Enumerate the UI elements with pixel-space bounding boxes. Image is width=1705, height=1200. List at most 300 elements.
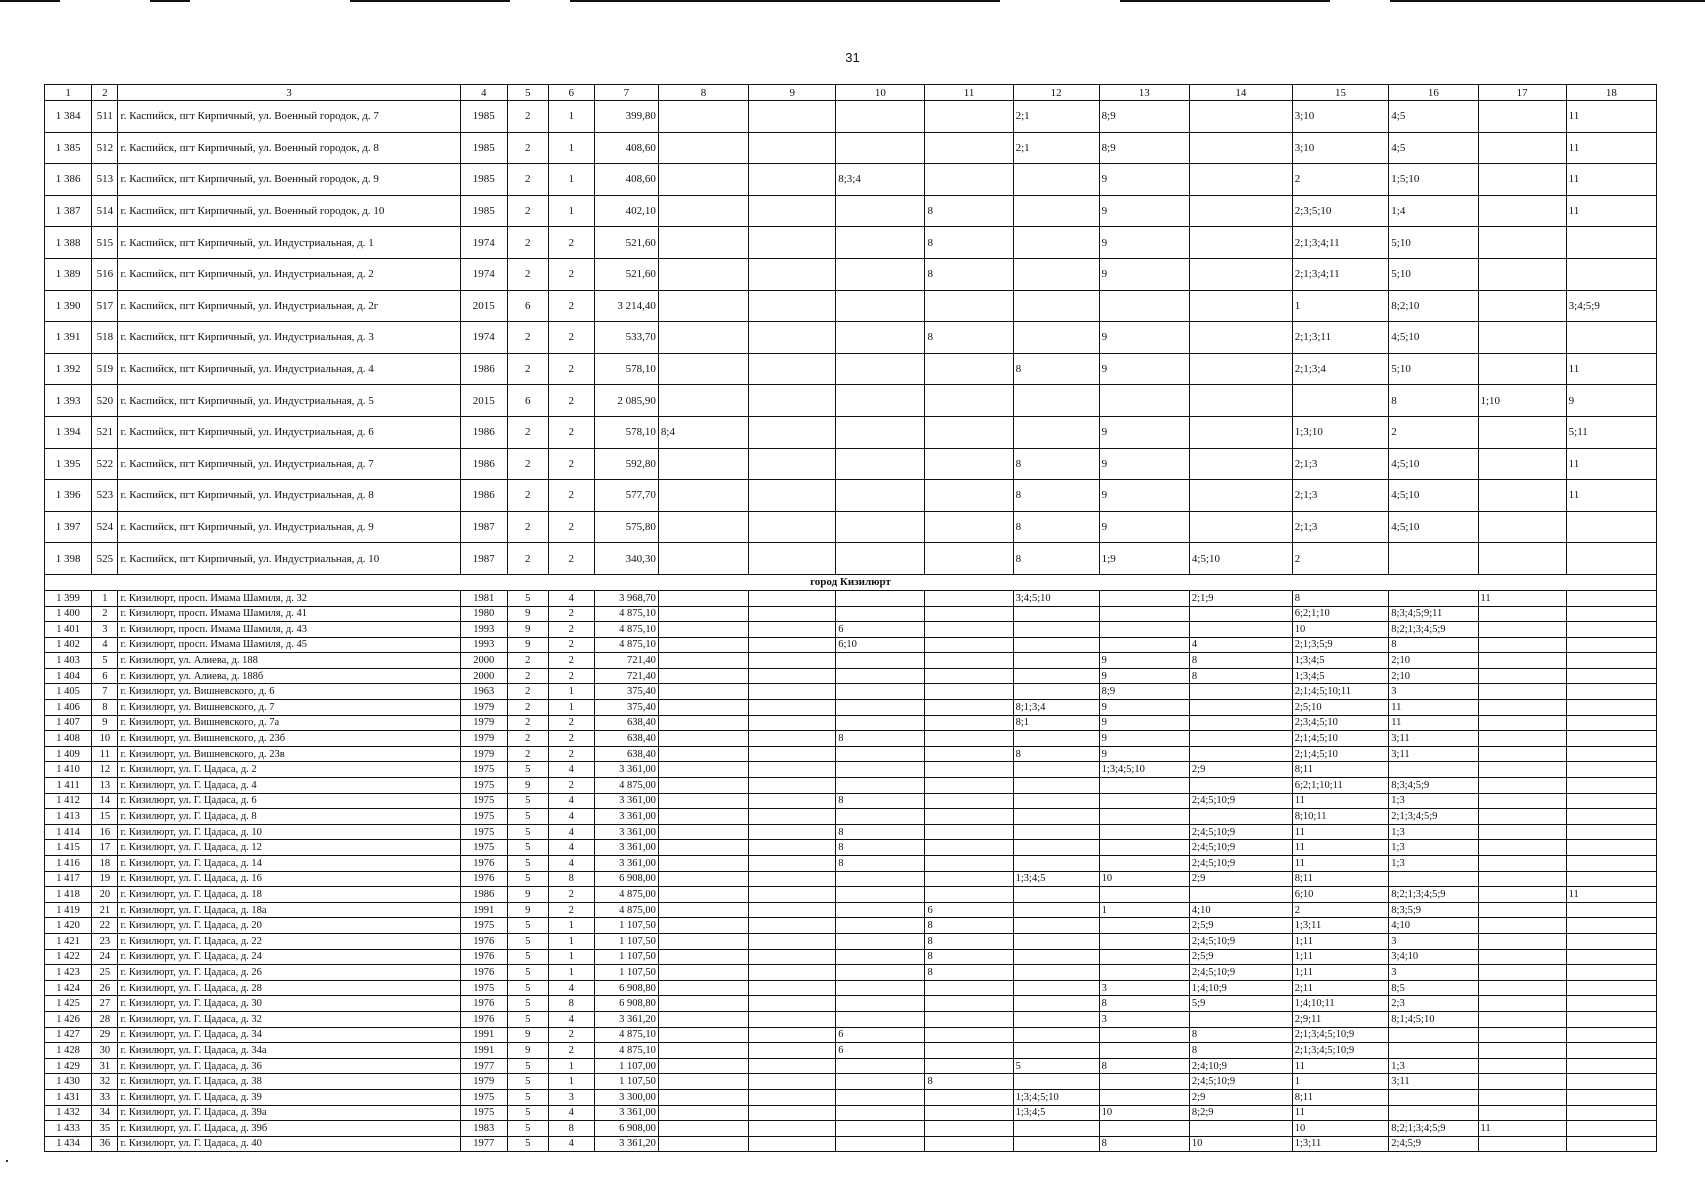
col-13-cell: 1 [1099,902,1189,918]
col-16-cell: 4;5;10 [1389,322,1478,354]
col-17-cell [1478,1027,1566,1043]
col-10-cell [836,1011,925,1027]
col-8-cell [658,1011,748,1027]
col-11-cell [925,480,1013,512]
col-8-cell [658,902,748,918]
col-16-cell: 5;10 [1389,227,1478,259]
col-9-cell [749,793,836,809]
col-15-cell: 2;9;11 [1292,1011,1389,1027]
col-9-cell [749,258,836,290]
col-12-cell [1013,918,1099,934]
address-cell: г. Каспийск, пгт Кирпичный, ул. Индустриальная, д. 7 [118,448,460,480]
col-14-cell: 2;4;5;10;9 [1189,1074,1292,1090]
col-16-cell: 8;2;1;3;4;5;9 [1389,1121,1478,1137]
col-16-cell: 3 [1389,684,1478,700]
area-cell: 375,40 [594,684,658,700]
col-10-cell [836,511,925,543]
local-number-cell: 33 [92,1089,118,1105]
area-cell: 1 107,50 [594,965,658,981]
col-17-cell [1478,448,1566,480]
col-15-cell: 11 [1292,824,1389,840]
floors-cell: 2 [507,101,548,133]
col-11-cell [925,700,1013,716]
col-17-cell [1478,824,1566,840]
col-11-cell [925,511,1013,543]
col-9-cell [749,227,836,259]
year-built-cell: 1977 [460,1058,507,1074]
col-16-cell [1389,762,1478,778]
col-10-cell [836,918,925,934]
col-13-cell [1099,949,1189,965]
address-cell: г. Каспийск, пгт Кирпичный, ул. Индустриальная, д. 1 [118,227,460,259]
col-13-cell [1099,606,1189,622]
col-9-cell [749,101,836,133]
entrances-cell: 2 [548,637,594,653]
address-cell: г. Кизилюрт, просп. Имама Шамиля, д. 41 [118,606,460,622]
col-11-cell [925,1121,1013,1137]
col-14-cell: 2;4;5;10;9 [1189,856,1292,872]
area-cell: 3 300,00 [594,1089,658,1105]
col-14-cell [1189,448,1292,480]
col-13-cell [1099,1043,1189,1059]
area-cell: 578,10 [594,353,658,385]
local-number-cell: 1 [92,590,118,606]
local-number-cell: 516 [92,258,118,290]
col-12-cell [1013,996,1099,1012]
col-13-cell [1099,1074,1189,1090]
entrances-cell: 2 [548,902,594,918]
entrances-cell: 1 [548,1058,594,1074]
row-number-cell: 1 404 [45,668,92,684]
address-cell: г. Кизилюрт, ул. Г. Цадаса, д. 32 [118,1011,460,1027]
col-11-cell: 8 [925,195,1013,227]
col-18-cell [1566,1043,1656,1059]
col-11-cell [925,778,1013,794]
col-17-cell [1478,195,1566,227]
floors-cell: 6 [507,290,548,322]
col-8-cell: 8;4 [658,416,748,448]
floors-cell: 5 [507,933,548,949]
col-14-cell [1189,511,1292,543]
col-13-cell [1099,918,1189,934]
col-9-cell [749,1058,836,1074]
table-row [45,543,1657,575]
col-11-cell [925,856,1013,872]
table-row [45,606,1657,622]
col-10-cell [836,933,925,949]
page-number: 31 [845,50,860,65]
col-18-cell [1566,322,1656,354]
col-18-cell [1566,715,1656,731]
year-built-cell: 2015 [460,290,507,322]
col-11-cell [925,385,1013,417]
col-14-cell: 2;5;9 [1189,918,1292,934]
col-18-cell [1566,996,1656,1012]
year-built-cell: 1986 [460,480,507,512]
col-18-cell [1566,933,1656,949]
year-built-cell: 1974 [460,227,507,259]
col-9-cell [749,949,836,965]
col-16-cell: 5;10 [1389,353,1478,385]
area-cell: 1 107,50 [594,949,658,965]
local-number-cell: 13 [92,778,118,794]
col-14-cell: 2;5;9 [1189,949,1292,965]
col-13-cell: 9 [1099,511,1189,543]
col-17-cell [1478,322,1566,354]
col-9-cell [749,1121,836,1137]
address-cell: г. Кизилюрт, ул. Г. Цадаса, д. 28 [118,980,460,996]
year-built-cell: 1986 [460,416,507,448]
year-built-cell: 1993 [460,622,507,638]
col-13-cell: 9 [1099,416,1189,448]
col-11-cell [925,1011,1013,1027]
area-cell: 3 968,70 [594,590,658,606]
local-number-cell: 35 [92,1121,118,1137]
col-13-cell: 8 [1099,996,1189,1012]
col-16-cell: 2;4;5;9 [1389,1136,1478,1152]
table-row [45,353,1657,385]
col-15-cell: 11 [1292,856,1389,872]
column-header-8: 8 [658,85,748,101]
col-17-cell [1478,101,1566,133]
column-header-16: 16 [1389,85,1478,101]
col-15-cell: 11 [1292,793,1389,809]
col-12-cell [1013,933,1099,949]
col-17-cell [1478,1074,1566,1090]
address-cell: г. Каспийск, пгт Кирпичный, ул. Военный городок, д. 7 [118,101,460,133]
col-14-cell [1189,809,1292,825]
floors-cell: 5 [507,996,548,1012]
col-8-cell [658,653,748,669]
col-18-cell [1566,684,1656,700]
year-built-cell: 1985 [460,101,507,133]
col-13-cell [1099,856,1189,872]
col-17-cell [1478,290,1566,322]
col-8-cell [658,1105,748,1121]
col-9-cell [749,353,836,385]
col-14-cell [1189,1011,1292,1027]
col-14-cell [1189,700,1292,716]
col-12-cell [1013,1011,1099,1027]
col-15-cell: 2;1;3;5;9 [1292,637,1389,653]
table-row [45,762,1657,778]
col-18-cell: 11 [1566,101,1656,133]
col-8-cell [658,778,748,794]
col-17-cell [1478,980,1566,996]
table-row [45,227,1657,259]
col-10-cell [836,1121,925,1137]
floors-cell: 5 [507,1074,548,1090]
col-9-cell [749,290,836,322]
year-built-cell: 1975 [460,809,507,825]
year-built-cell: 1975 [460,778,507,794]
col-8-cell [658,949,748,965]
table-row [45,918,1657,934]
table-row [45,668,1657,684]
row-number-cell: 1 433 [45,1121,92,1137]
address-cell: г. Каспийск, пгт Кирпичный, ул. Военный городок, д. 10 [118,195,460,227]
col-15-cell: 10 [1292,622,1389,638]
col-15-cell: 1;3;10 [1292,416,1389,448]
col-13-cell [1099,933,1189,949]
col-15-cell: 1;4;10;11 [1292,996,1389,1012]
area-cell: 575,80 [594,511,658,543]
col-9-cell [749,746,836,762]
col-14-cell: 8 [1189,668,1292,684]
col-18-cell [1566,762,1656,778]
entrances-cell: 2 [548,887,594,903]
col-16-cell: 4;5;10 [1389,448,1478,480]
area-cell: 721,40 [594,653,658,669]
col-15-cell: 6;2;1;10 [1292,606,1389,622]
col-15-cell: 2 [1292,543,1389,575]
col-12-cell [1013,195,1099,227]
col-11-cell [925,1043,1013,1059]
col-16-cell: 1;3 [1389,824,1478,840]
col-17-cell [1478,1058,1566,1074]
entrances-cell: 2 [548,778,594,794]
col-13-cell [1099,1089,1189,1105]
col-11-cell [925,1105,1013,1121]
entrances-cell: 2 [548,511,594,543]
floors-cell: 5 [507,1011,548,1027]
col-18-cell [1566,902,1656,918]
col-16-cell: 3;11 [1389,731,1478,747]
col-16-cell: 3 [1389,965,1478,981]
col-12-cell: 1;3;4;5 [1013,871,1099,887]
local-number-cell: 7 [92,684,118,700]
col-18-cell [1566,1105,1656,1121]
col-12-cell: 8 [1013,353,1099,385]
floors-cell: 2 [507,700,548,716]
col-18-cell [1566,731,1656,747]
col-10-cell [836,227,925,259]
col-8-cell [658,840,748,856]
col-17-cell [1478,840,1566,856]
floors-cell: 2 [507,543,548,575]
col-8-cell [658,996,748,1012]
col-9-cell [749,622,836,638]
col-18-cell [1566,700,1656,716]
year-built-cell: 1975 [460,793,507,809]
area-cell: 4 875,10 [594,637,658,653]
table-row [45,887,1657,903]
col-16-cell: 1;5;10 [1389,164,1478,196]
col-10-cell [836,290,925,322]
col-15-cell: 8 [1292,590,1389,606]
col-8-cell [658,637,748,653]
col-8-cell [658,448,748,480]
entrances-cell: 1 [548,965,594,981]
col-11-cell [925,416,1013,448]
col-8-cell [658,164,748,196]
area-cell: 6 908,80 [594,980,658,996]
row-number-cell: 1 415 [45,840,92,856]
table-row [45,902,1657,918]
floors-cell: 6 [507,385,548,417]
col-12-cell [1013,322,1099,354]
col-11-cell [925,668,1013,684]
col-12-cell [1013,1136,1099,1152]
col-12-cell: 2;1 [1013,132,1099,164]
address-cell: г. Кизилюрт, ул. Г. Цадаса, д. 39а [118,1105,460,1121]
col-12-cell [1013,1074,1099,1090]
col-18-cell [1566,606,1656,622]
col-13-cell [1099,809,1189,825]
scan-edge-line [1120,0,1330,2]
floors-cell: 2 [507,227,548,259]
col-8-cell [658,101,748,133]
row-number-cell: 1 428 [45,1043,92,1059]
floors-cell: 2 [507,653,548,669]
table-row [45,840,1657,856]
floors-cell: 2 [507,746,548,762]
scan-edge-line [350,0,510,2]
row-number-cell: 1 406 [45,700,92,716]
col-11-cell [925,448,1013,480]
col-10-cell [836,416,925,448]
col-14-cell: 2;4;5;10;9 [1189,933,1292,949]
col-13-cell: 10 [1099,871,1189,887]
address-cell: г. Кизилюрт, ул. Г. Цадаса, д. 6 [118,793,460,809]
col-18-cell [1566,949,1656,965]
local-number-cell: 21 [92,902,118,918]
floors-cell: 9 [507,622,548,638]
col-16-cell: 8 [1389,637,1478,653]
floors-cell: 2 [507,258,548,290]
entrances-cell: 2 [548,385,594,417]
col-14-cell: 4;5;10 [1189,543,1292,575]
table-row [45,949,1657,965]
column-header-17: 17 [1478,85,1566,101]
col-14-cell: 2;1;9 [1189,590,1292,606]
column-header-18: 18 [1566,85,1656,101]
floors-cell: 2 [507,715,548,731]
col-8-cell [658,195,748,227]
table-row [45,385,1657,417]
col-10-cell: 8 [836,840,925,856]
entrances-cell: 4 [548,1136,594,1152]
entrances-cell: 1 [548,918,594,934]
col-13-cell: 9 [1099,480,1189,512]
col-8-cell [658,1058,748,1074]
row-number-cell: 1 407 [45,715,92,731]
area-cell: 3 361,00 [594,1105,658,1121]
col-10-cell [836,965,925,981]
table-row [45,258,1657,290]
year-built-cell: 2015 [460,385,507,417]
col-15-cell: 1 [1292,1074,1389,1090]
table-row [45,1121,1657,1137]
year-built-cell: 1979 [460,746,507,762]
table-row [45,1027,1657,1043]
col-12-cell: 8 [1013,511,1099,543]
col-13-cell [1099,840,1189,856]
col-9-cell [749,762,836,778]
col-15-cell: 2;1;4;5;10 [1292,746,1389,762]
floors-cell: 2 [507,511,548,543]
row-number-cell: 1 409 [45,746,92,762]
col-14-cell: 8 [1189,1043,1292,1059]
col-11-cell: 8 [925,322,1013,354]
col-10-cell [836,809,925,825]
floors-cell: 5 [507,1089,548,1105]
address-cell: г. Каспийск, пгт Кирпичный, ул. Индустриальная, д. 3 [118,322,460,354]
row-number-cell: 1 385 [45,132,92,164]
col-16-cell: 4;5 [1389,132,1478,164]
col-11-cell [925,684,1013,700]
col-14-cell [1189,622,1292,638]
table-row [45,1058,1657,1074]
local-number-cell: 520 [92,385,118,417]
col-17-cell [1478,1043,1566,1059]
col-17-cell [1478,353,1566,385]
year-built-cell: 1979 [460,715,507,731]
local-number-cell: 5 [92,653,118,669]
col-9-cell [749,416,836,448]
col-17-cell [1478,809,1566,825]
row-number-cell: 1 423 [45,965,92,981]
address-cell: г. Кизилюрт, ул. Г. Цадаса, д. 2 [118,762,460,778]
col-8-cell [658,731,748,747]
col-17-cell [1478,902,1566,918]
table-row [45,731,1657,747]
address-cell: г. Кизилюрт, ул. Г. Цадаса, д. 12 [118,840,460,856]
year-built-cell: 1975 [460,918,507,934]
col-14-cell: 8 [1189,653,1292,669]
year-built-cell: 1993 [460,637,507,653]
col-13-cell: 10 [1099,1105,1189,1121]
col-12-cell [1013,668,1099,684]
col-15-cell: 6;2;1;10;11 [1292,778,1389,794]
entrances-cell: 1 [548,132,594,164]
col-8-cell [658,543,748,575]
col-10-cell [836,101,925,133]
col-18-cell [1566,778,1656,794]
entrances-cell: 2 [548,227,594,259]
col-17-cell [1478,762,1566,778]
col-8-cell [658,1136,748,1152]
col-8-cell [658,668,748,684]
column-header-10: 10 [836,85,925,101]
col-18-cell: 11 [1566,887,1656,903]
row-number-cell: 1 401 [45,622,92,638]
col-16-cell: 3;4;10 [1389,949,1478,965]
col-8-cell [658,980,748,996]
col-11-cell [925,1136,1013,1152]
col-11-cell [925,809,1013,825]
floors-cell: 5 [507,856,548,872]
table-row [45,1136,1657,1152]
col-8-cell [658,824,748,840]
col-15-cell: 10 [1292,1121,1389,1137]
col-16-cell: 1;3 [1389,1058,1478,1074]
col-18-cell [1566,1058,1656,1074]
col-14-cell: 10 [1189,1136,1292,1152]
col-16-cell: 2 [1389,416,1478,448]
column-header-15: 15 [1292,85,1389,101]
col-15-cell: 1;3;4;5 [1292,653,1389,669]
row-number-cell: 1 405 [45,684,92,700]
col-10-cell [836,448,925,480]
area-cell: 2 085,90 [594,385,658,417]
column-header-1: 1 [45,85,92,101]
col-15-cell: 2;1;3;4;5;10;9 [1292,1043,1389,1059]
col-18-cell [1566,856,1656,872]
col-10-cell: 6;10 [836,637,925,653]
table-row [45,322,1657,354]
col-12-cell [1013,416,1099,448]
